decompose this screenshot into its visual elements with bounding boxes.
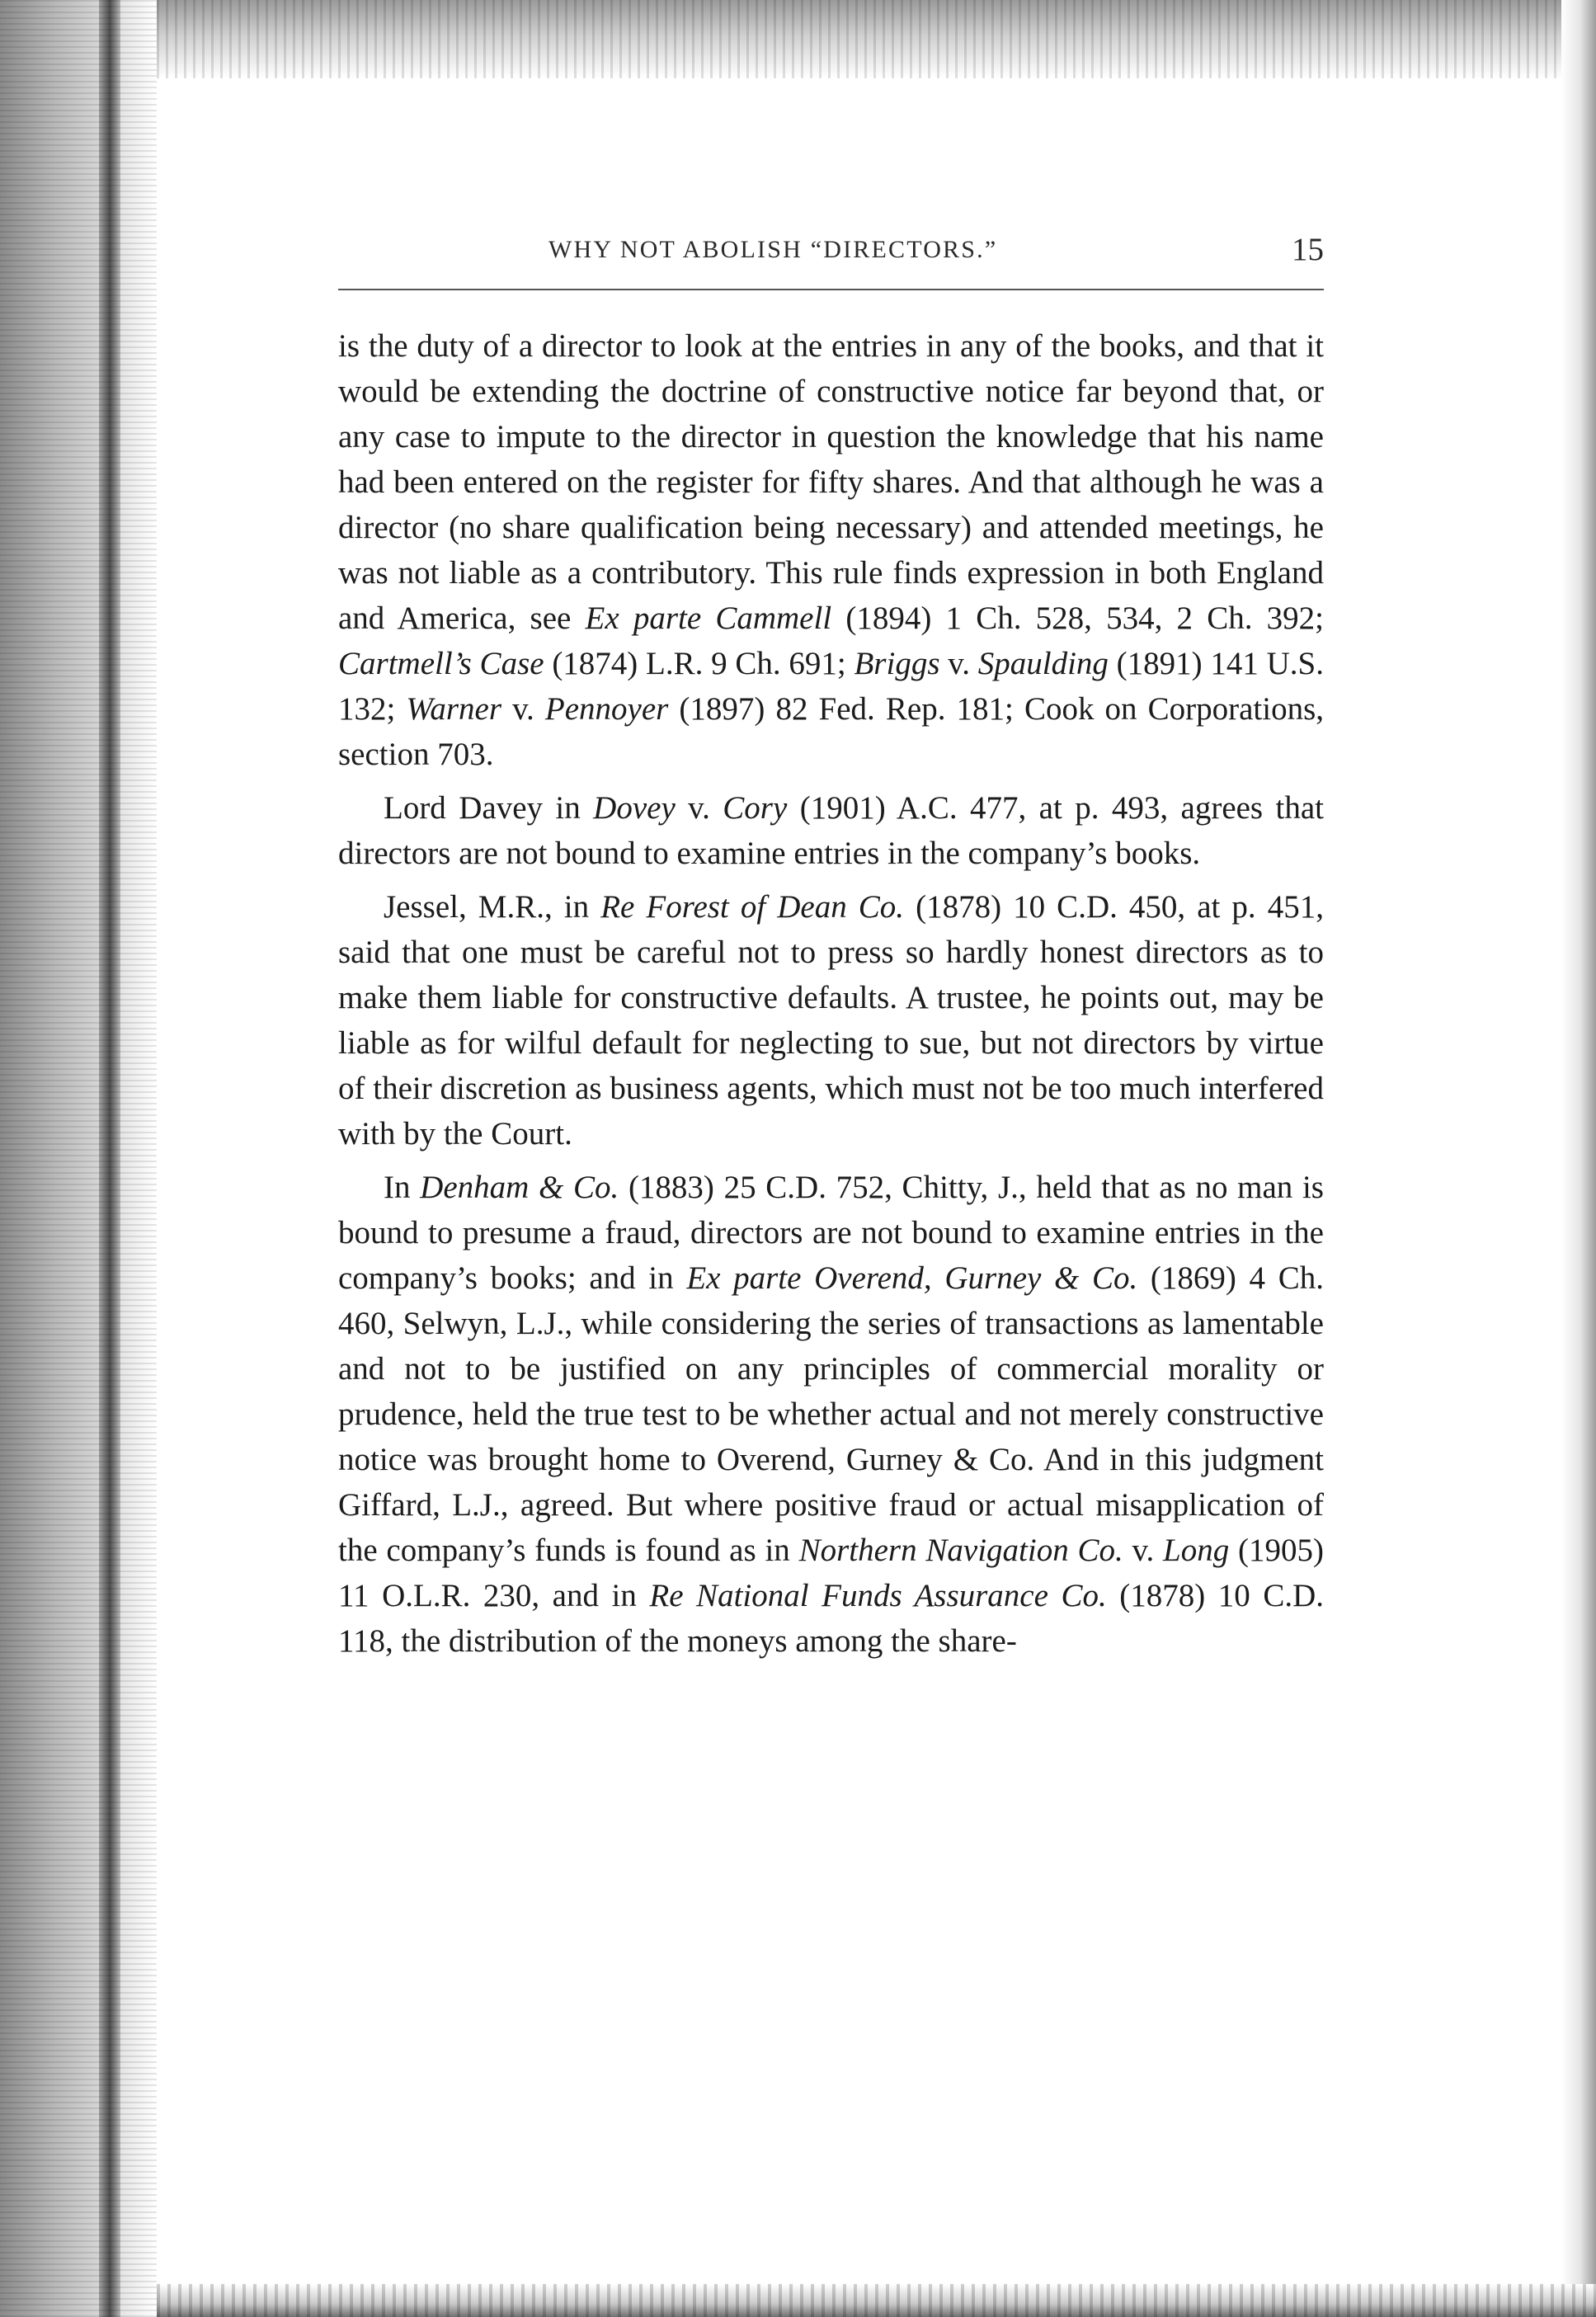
text-run: v. — [939, 646, 978, 681]
text-run: is the duty of a director to look at the entries in any of the books, and that it would be extending the doctrine of constructive notice far beyond that, or any case to impute to the director in question the knowledge that his name had been entered on the register for fifty shares. And that although he was a director (no share qualification being necessary) and attended meetings, he was not liable as a contributory. This rule finds expression in both England and America, see — [338, 328, 1324, 636]
case-name: Ex parte Overend, Gurney & Co. — [686, 1260, 1138, 1296]
text-run: (1891) 141 U.S. 132; — [338, 646, 1324, 727]
text-run: (1901) A.C. 477, at p. 493, agrees that directors are not bound to examine entries in the company’s books. — [338, 790, 1324, 871]
running-title: WHY NOT ABOLISH “DIRECTORS.” — [548, 236, 998, 263]
text-run: (1905) 11 O.L.R. 230, and in — [338, 1533, 1324, 1613]
scan-bottom-edge — [157, 2284, 1596, 2317]
running-header — [338, 231, 1324, 280]
case-name: Warner — [406, 691, 501, 727]
paragraph-dovey-v-cory — [338, 785, 1324, 876]
case-name: Northern Navigation Co. — [798, 1533, 1123, 1568]
scan-right-edge — [1561, 0, 1596, 2317]
scan-binding-edge — [0, 0, 157, 2317]
text-run: Lord Davey in — [384, 790, 594, 826]
text-run: v. — [501, 691, 545, 727]
case-name: Pennoyer — [544, 691, 669, 727]
text-run: Jessel, M.R., in — [384, 889, 601, 925]
body-text — [338, 323, 1324, 1664]
scan-top-edge — [157, 0, 1596, 78]
text-run: (1878) 10 C.D. 450, at p. 451, said that one must be careful not to press so hardly honest directors as to make them liable for constructive defaults. A trustee, he points out, may be liable as for wilful default for neglecting to sue, but not directors by virtue of their discretion as business agents, which must not be too much interfered with by the Court. — [338, 889, 1324, 1151]
case-name: Long — [1163, 1533, 1230, 1568]
text-run: (1869) 4 Ch. 460, Selwyn, L.J., while considering the series of transactions as lamentable and not to be justified on any principles of commercial morality or prudence, held the true test to be whether actual and not merely constructive notice was brought home to Overend, Gurney & Co. And in this judgment Giffard, L.J., agreed. But where positive fraud or actual misapplication of the company’s funds is found as in — [338, 1260, 1324, 1568]
case-name: Re Forest of Dean Co. — [600, 889, 905, 925]
case-name: Cory — [723, 790, 788, 826]
case-name: Cartmell’s Case — [338, 646, 544, 681]
case-name: Re National Funds Assurance Co. — [649, 1578, 1107, 1613]
binding-shadow — [99, 0, 120, 2317]
text-run: v. — [675, 790, 723, 826]
case-name: Dovey — [593, 790, 676, 826]
paragraph-denham — [338, 1165, 1324, 1664]
text-run: (1874) L.R. 9 Ch. 691; — [544, 646, 854, 681]
text-run: In — [384, 1170, 421, 1205]
case-name: Briggs — [854, 646, 940, 681]
text-run: (1878) 10 C.D. 118, the distribution of the moneys among the share- — [338, 1578, 1324, 1659]
text-run: v. — [1123, 1533, 1164, 1568]
page-number: 15 — [1292, 232, 1324, 267]
paragraph-continuation — [338, 323, 1324, 777]
text-run: (1897) 82 Fed. Rep. 181; Cook on Corporations, section 703. — [338, 691, 1325, 772]
paragraph-forest-of-dean — [338, 884, 1324, 1156]
case-name: Spaulding — [977, 646, 1109, 681]
case-name: Denham & Co. — [420, 1170, 619, 1205]
header-rule — [338, 289, 1324, 290]
case-name: Ex parte Cammell — [585, 600, 832, 636]
text-run: (1894) 1 Ch. 528, 534, 2 Ch. 392; — [831, 600, 1324, 636]
text-run: (1883) 25 C.D. 752, Chitty, J., held that as no man is bound to presume a fraud, directors are not bound to examine entries in the company’s books; and in — [338, 1170, 1324, 1296]
